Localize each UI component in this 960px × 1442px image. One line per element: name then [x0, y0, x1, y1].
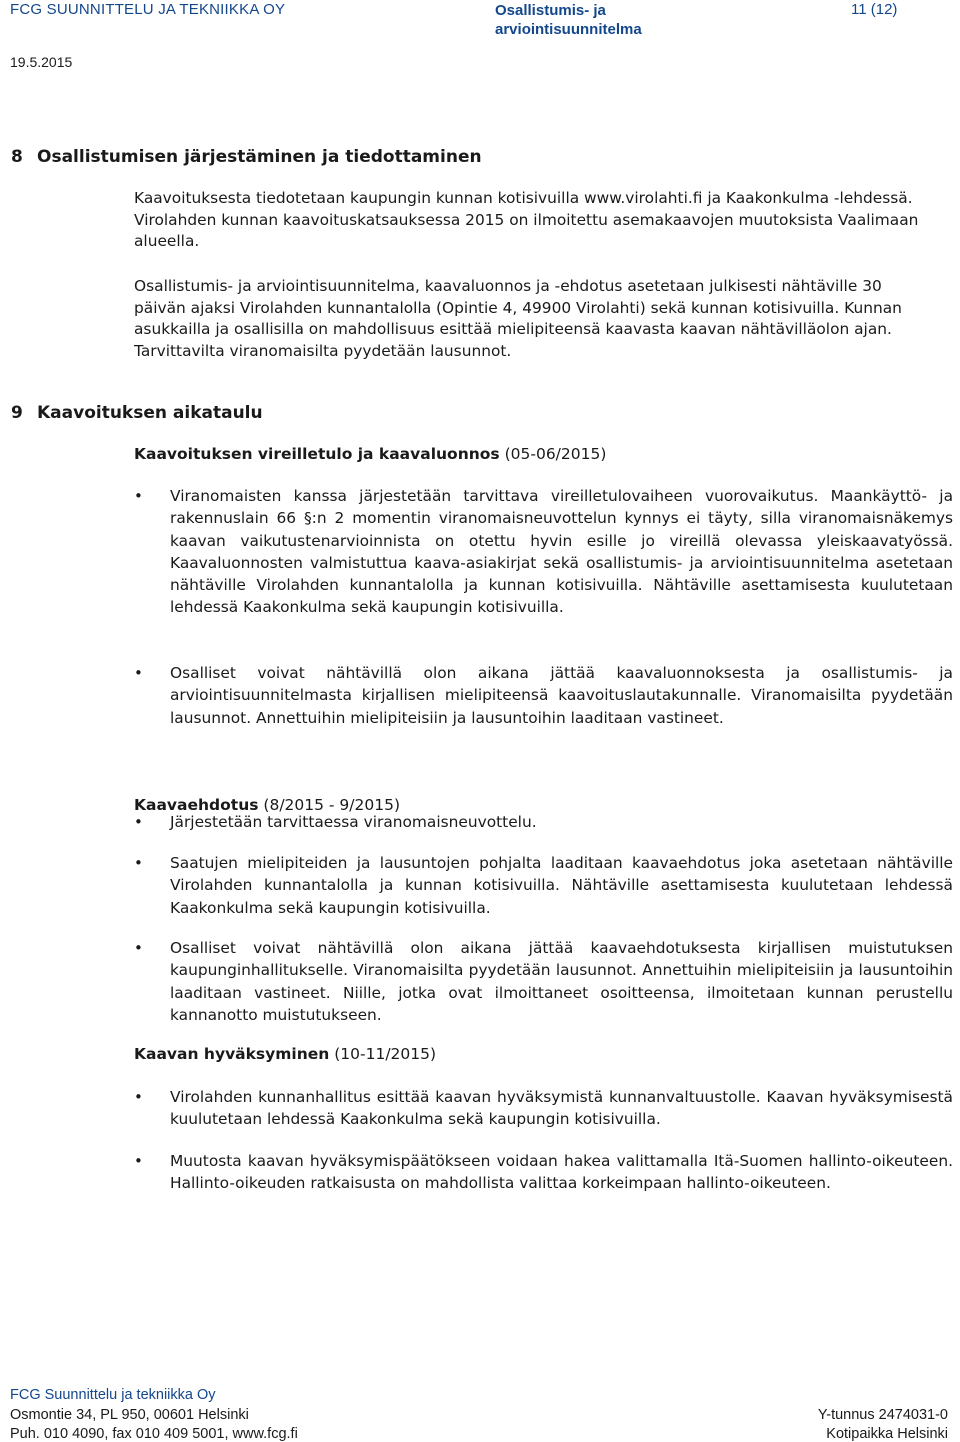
footer-company: FCG Suunnittelu ja tekniikka Oy: [10, 1387, 216, 1403]
section-9-title: Kaavoituksen aikataulu: [37, 403, 263, 423]
footer-contact: Puh. 010 4090, fax 010 409 5001, www.fcg.fi: [10, 1426, 298, 1442]
header-page-number: 11 (12): [851, 1, 898, 18]
section-8-paragraph-1: Kaavoituksesta tiedotetaan kaupungin kunnan kotisivuilla www.virolahti.fi ja Kaakonkulma -lehdessä. Virolahden kunnan kaavoituskatsauksessa 2015 on ilmoitettu asemakaavojen muutoksista Vaalimaan alueella.: [134, 189, 919, 250]
phase-3-title: Kaavan hyväksyminen: [134, 1045, 330, 1063]
section-9-number: 9: [11, 403, 23, 423]
phase-1-title: Kaavoituksen vireilletulo ja kaavaluonnos: [134, 445, 500, 463]
phase-1-heading: [134, 445, 606, 463]
section-8-heading: [11, 147, 482, 167]
phase-3-period: (10-11/2015): [334, 1045, 437, 1063]
phase-2-bullet-3: • Osalliset voivat nähtävillä olon aikana jättää kaavaehdotuksesta kirjallisen muistutuksen kaupunginhallitukselle. Viranomaisilta pyydetään lausunnot. Annettuihin mielipiteisiin ja lausuntoihin laaditaan vastineet. Niille, jotka ovat ilmoittaneet osoitteensa, ilmoitetaan kunnan perustellu kannanotto muistutukseen.: [170, 937, 953, 1026]
phase-2-period: (8/2015 - 9/2015): [263, 796, 401, 814]
footer-address: Osmontie 34, PL 950, 00601 Helsinki: [10, 1407, 249, 1423]
section-8-number: 8: [11, 147, 23, 167]
phase-3-bullet-1: • Virolahden kunnanhallitus esittää kaavan hyväksymistä kunnanvaltuustolle. Kaavan hyväksymisestä kuulutetaan lehdessä Kaakonkulma sekä kaupungin kotisivuilla.: [170, 1086, 953, 1131]
header-document-title: Osallistumis- ja arviointisuunnitelma: [495, 2, 642, 38]
phase-1-bullet-1: • Viranomaisten kanssa järjestetään tarvittava vireilletulovaiheen vuorovaikutus. Maankäyttö- ja rakennuslain 66 §:n 2 momentin viranomaisneuvottelun kynnys ei täyty, silla viranomaisnäkemys kaavan vaikutustenarvioinnista on otettu hyvin esille jo vireillä olevassa yleiskaavatyössä. Kaavaluonnosten valmistuttua kaava-asiakirjat sekä osallistumis- ja arviointisuunnitelma asetetaan nähtäville Virolahden kunnantalolla ja kunnan kotisivuilla. Nähtäville asettamisesta kuulutetaan lehdessä Kaakonkulma sekä kaupungin kotisivuilla.: [170, 485, 953, 619]
phase-2-title: Kaavaehdotus: [134, 796, 259, 814]
page-footer: [0, 1380, 960, 1442]
phase-1-period: (05-06/2015): [504, 445, 607, 463]
header-date: 19.5.2015: [10, 54, 73, 70]
page-header: [0, 0, 960, 80]
header-company: FCG SUUNNITTELU JA TEKNIIKKA OY: [10, 1, 286, 18]
section-8-title: Osallistumisen järjestäminen ja tiedottaminen: [37, 147, 482, 167]
section-8-paragraph-2: Osallistumis- ja arviointisuunnitelma, kaavaluonnos ja -ehdotus asetetaan julkisesti nähtäville 30 päivän ajaksi Virolahden kunnantalolla (Opintie 4, 49900 Virolahti) sekä kunnan kotisivuilla. Kunnan asukkailla ja osallisilla on mahdollisuus esittää mielipiteensä kaavasta kaavan nähtävilläolon ajan. Tarvittavilta viranomaisilta pyydetään lausunnot.: [134, 277, 902, 360]
phase-2-bullet-2: • Saatujen mielipiteiden ja lausuntojen pohjalta laaditaan kaavaehdotus joka asetetaan nähtäville Virolahden kunnantalolla ja kunnan kotisivuilla. Nähtäville asettamisesta kuulutetaan lehdessä Kaakonkulma sekä kaupungin kotisivuilla.: [170, 852, 953, 919]
phase-2-bullet-1: • Järjestetään tarvittaessa viranomaisneuvottelu.: [170, 811, 953, 833]
phase-1-bullet-2: • Osalliset voivat nähtävillä olon aikana jättää kaavaluonnoksesta ja osallistumis- ja arviointisuunnitelmasta kirjallisen mielipiteensä kaavoituslautakunnalle. Viranomaisilta pyydetään lausunnot. Annettuihin mielipiteisiin ja lausuntoihin laaditaan vastineet.: [170, 662, 953, 729]
footer-business-id: Y-tunnus 2474031-0: [817, 1407, 948, 1423]
section-9-heading: [11, 403, 263, 423]
phase-3-bullet-2: • Muutosta kaavan hyväksymispäätökseen voidaan hakea valittamalla Itä-Suomen hallinto-oikeuteen. Hallinto-oikeuden ratkaisusta on mahdollista valittaa korkeimpaan hallinto-oikeuteen.: [170, 1150, 953, 1195]
phase-3-heading: [134, 1045, 436, 1063]
footer-domicile: Kotipaikka Helsinki: [826, 1426, 948, 1442]
